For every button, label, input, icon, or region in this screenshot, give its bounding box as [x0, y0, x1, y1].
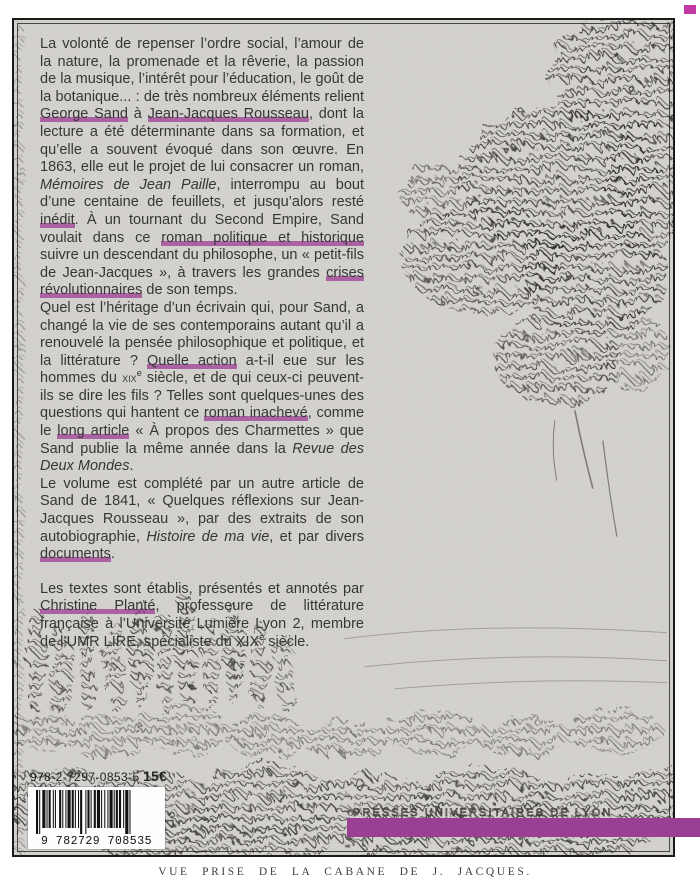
etching-caption: VUE PRISE DE LA CABANE DE J. JACQUES.	[158, 866, 532, 878]
blurb-paragraph: Quel est l’héritage d’un écrivain qui, pour Sand, a changé la vie de ses contemporains autant qu’il a renouvelé la pensée philosophique et politique, et la littérature ? Quelle action a-t-il eue sur les hommes du xix$^e$ siècle, et de qui ceux-ci peuvent-ils se dire les fils ? Telles sont quelques-unes des questions qui hantent ce roman inachevé, comme le long article « À propos des Charmettes » que Sand publie la même année dans la Revue des Deux Mondes.	[40, 299, 365, 475]
isbn-price-line	[30, 769, 167, 784]
blurb-text	[40, 36, 364, 651]
barcode-bars	[28, 787, 165, 835]
barcode-number: 9 782729 708535	[40, 835, 153, 848]
publisher-name: PRESSES UNIVERSITAIRES DE LYON	[353, 807, 613, 819]
corner-mark	[684, 5, 696, 14]
price-text: 15€	[143, 769, 168, 784]
publisher-bar	[347, 818, 700, 837]
isbn-text: 978-2-7297-0853-5	[30, 770, 140, 784]
blurb-paragraph: Les textes sont établis, présentés et annotés par Christine Planté, professeure de littérature française à l’Université Lumière Lyon 2, membre de l’UMR LIRE, spécialiste du XIXe siècle.	[40, 580, 364, 650]
blurb-paragraph: Le volume est complété par un autre article de Sand de 1841, « Quelques réflexions sur Jean-Jacques Rousseau », par des extraits de son autobiographie, Histoire de ma vie, et par divers documents.	[40, 475, 365, 563]
blurb-paragraph: La volonté de repenser l’ordre social, l’amour de la nature, la promenade et la rêverie, la passion de la musique, l’intérêt pour l’éducation, le goût de la botanique... : de très nombreux éléments relient George Sand à Jean-Jacques Rousseau, dont la lecture a été déterminante dans sa formation, et qu’elle a souvent évoqué dans son œuvre. En 1863, elle eut le projet de lui consacrer un roman, Mémoires de Jean Paille, interrompu au bout d’une centaine de feuillets, et jusqu’alors resté inédit. À un tournant du Second Empire, Sand voulait dans ce roman politique et historique suivre un descendant du philosophe, un « petit-fils de Jean-Jacques », à travers les grandes crises révolutionnaires de son temps.	[40, 36, 364, 299]
barcode	[28, 787, 165, 849]
